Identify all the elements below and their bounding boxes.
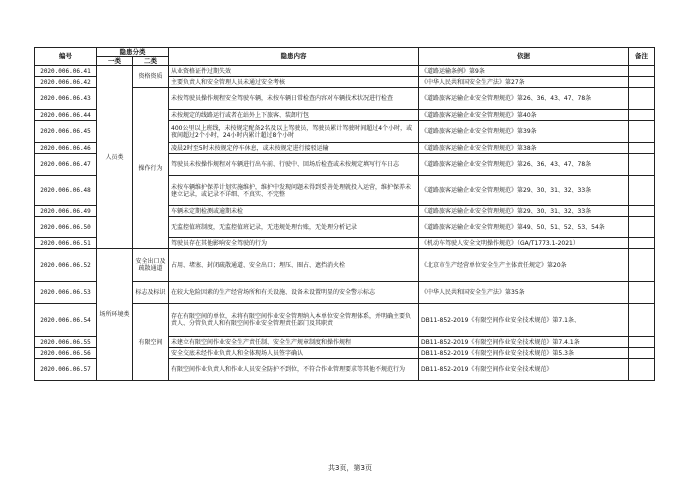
row-remark (629, 154, 655, 176)
row-no: 2020.006.06.44 (35, 110, 97, 121)
row-remark (629, 176, 655, 206)
table-row (35, 249, 655, 282)
row-no: 2020.006.06.56 (35, 348, 97, 359)
row-basis: 《道路旅客运输企业安全管理规范》第49、50、51、52、53、54条 (419, 217, 629, 238)
row-basis: 《机动车驾驶人安全文明操作规范》（GA/T1773.1-2021） (419, 238, 629, 249)
row-basis: 《中华人民共和国安全生产法》第35条 (419, 282, 629, 304)
row-content: 未按车辆维护保养计划实施维护，维护中发现问题未得到妥善处理就投入运营，维护保养未建立记录，或记录不详细、不真实、不完整 (169, 176, 419, 206)
hazard-table (34, 47, 655, 381)
cat2-operation: 操作行为 (133, 88, 169, 249)
cat1-personnel: 人员类 (97, 66, 133, 249)
row-basis: 《道路旅客运输企业安全管理规范》第29、30、31、32、33条 (419, 176, 629, 206)
row-content: 驾驶员未按操作规程对车辆进行出车前、行驶中、回场后检查或未按规定填写行车日志 (169, 154, 419, 176)
row-no: 2020.006.06.53 (35, 282, 97, 304)
row-no: 2020.006.06.41 (35, 66, 97, 77)
row-content: 存在有限空间的单位，未将有限空间作业安全管理纳入本单位安全管理体系，并明确主要负责人、分管负责人和有限空间作业安全管理责任部门及其职责 (169, 304, 419, 337)
row-remark (629, 66, 655, 77)
row-no: 2020.006.06.52 (35, 249, 97, 282)
row-no: 2020.006.06.54 (35, 304, 97, 337)
row-remark (629, 282, 655, 304)
row-no: 2020.006.06.57 (35, 359, 97, 381)
row-content: 在较大危险因素的生产经营场所和有关设施、设备未设置明显的安全警示标志 (169, 282, 419, 304)
row-content: 主要负责人和安全管理人员未通过安全考核 (169, 77, 419, 88)
row-remark (629, 77, 655, 88)
row-remark (629, 217, 655, 238)
row-basis: 《道路运输条例》第9条 (419, 66, 629, 77)
row-content: 车辆未定期检测或逾期未检 (169, 206, 419, 217)
row-content: 驾驶员存在其他影响安全驾驶的行为 (169, 238, 419, 249)
row-no: 2020.006.06.49 (35, 206, 97, 217)
table-row (35, 66, 655, 77)
row-no: 2020.006.06.51 (35, 238, 97, 249)
row-basis: 《中华人民共和国安全生产法》第27条 (419, 77, 629, 88)
row-content: 未建立有限空间作业安全生产责任制、安全生产规章制度和操作规程 (169, 337, 419, 348)
row-remark (629, 304, 655, 337)
row-basis: 《道路旅客运输企业安全管理规范》第26、36、43、47、78条 (419, 154, 629, 176)
row-remark (629, 337, 655, 348)
row-remark (629, 121, 655, 143)
row-no: 2020.006.06.45 (35, 121, 97, 143)
row-basis: 《北京市生产经营单位安全生产主体责任规定》第20条 (419, 249, 629, 282)
page-footer: 共3页，第3页 (328, 464, 372, 472)
row-basis: DB11-852-2019《有限空间作业安全技术规范》第7.4.1条 (419, 337, 629, 348)
row-remark (629, 249, 655, 282)
cat2-qualification: 资格资质 (133, 66, 169, 88)
header-no: 编号 (35, 48, 97, 66)
header-content: 隐患内容 (169, 48, 419, 66)
row-remark (629, 206, 655, 217)
row-remark (629, 348, 655, 359)
row-basis: 《道路旅客运输企业安全管理规范》第40条 (419, 110, 629, 121)
row-basis: 《道路旅客运输企业安全管理规范》第29、30、31、32、33条 (419, 206, 629, 217)
header-cat2: 二类 (133, 57, 169, 66)
row-no: 2020.006.06.50 (35, 217, 97, 238)
row-basis: DB11-852-2019《有限空间作业安全技术规范》 (419, 359, 629, 381)
row-remark (629, 110, 655, 121)
row-basis: 《道路旅客运输企业安全管理规范》第39条 (419, 121, 629, 143)
row-no: 2020.006.06.43 (35, 88, 97, 110)
row-no: 2020.006.06.46 (35, 143, 97, 154)
row-basis: DB11-852-2019《有限空间作业安全技术规范》第5.3条 (419, 348, 629, 359)
row-remark (629, 143, 655, 154)
row-remark (629, 238, 655, 249)
row-content: 无监控值班制度，无监控值班记录，无违规处理台账，无处理分析记录 (169, 217, 419, 238)
cat2-confined: 有限空间 (133, 304, 169, 381)
row-basis: DB11-852-2019《有限空间作业安全技术规范》第7.1条、 (419, 304, 629, 337)
row-remark (629, 88, 655, 110)
header-cat1: 一类 (97, 57, 133, 66)
row-content: 占用、堵塞、封闭疏散通道、安全出口；埋压、圈占、遮挡消火栓 (169, 249, 419, 282)
row-no: 2020.006.06.55 (35, 337, 97, 348)
header-category: 隐患分类 (97, 48, 169, 57)
row-no: 2020.006.06.47 (35, 154, 97, 176)
cat2-sign: 标志及标识 (133, 282, 169, 304)
row-content: 400公里以上班线，未按规定配备2名及以上驾驶员，驾驶员累计驾驶时间超过4个小时，或夜间超过2个小时，24小时内累计超过8个小时 (169, 121, 419, 143)
row-no: 2020.006.06.48 (35, 176, 97, 206)
row-content: 未按驾驶员操作规程安全驾驶车辆，未按车辆日常检查内容对车辆技术状况进行检查 (169, 88, 419, 110)
header-basis: 依据 (419, 48, 629, 66)
row-content: 从业资格证件过期失效 (169, 66, 419, 77)
header-remark: 备注 (629, 48, 655, 66)
row-content: 凌晨2时至5时未按规定停车休息，或未按规定进行接驳运输 (169, 143, 419, 154)
row-no: 2020.006.06.42 (35, 77, 97, 88)
cat1-site: 场所环境类 (97, 249, 133, 381)
cat2-exit: 安全出口及疏散通道 (133, 249, 169, 282)
row-remark (629, 359, 655, 381)
row-content: 安全交底未经作业负责人和全体现场人员签字确认 (169, 348, 419, 359)
row-basis: 《道路旅客运输企业安全管理规范》第38条 (419, 143, 629, 154)
row-content: 未按规定的线路运行或者在站外上下旅客、装卸行包 (169, 110, 419, 121)
row-content: 有限空间作业负责人和作业人员安全防护不到位，不符合作业管理要求等其他不规范行为 (169, 359, 419, 381)
row-basis: 《道路旅客运输企业安全管理规范》第26、36、43、47、78条 (419, 88, 629, 110)
